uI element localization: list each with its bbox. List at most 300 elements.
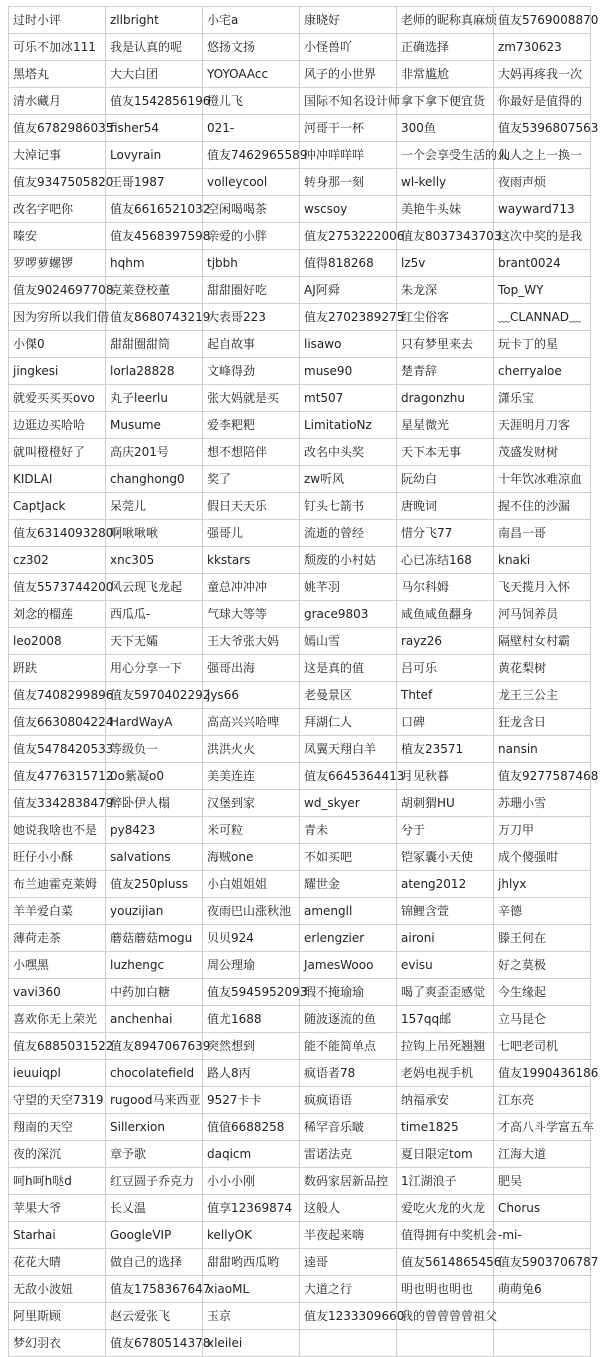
table-row — [9, 223, 591, 250]
table-cell: 值友8947067639 — [106, 1033, 203, 1060]
table-cell: 值友8037343703 — [397, 223, 494, 250]
table-cell: 拿下拿下便宜货 — [397, 88, 494, 115]
table-row — [9, 898, 591, 925]
table-cell: 布兰迪霍克莱姆 — [9, 871, 106, 898]
table-row — [9, 547, 591, 574]
table-cell: 心已冻结168 — [397, 547, 494, 574]
table-cell: 夏日限定tom — [397, 1141, 494, 1168]
table-cell: 月见秋暮 — [397, 763, 494, 790]
table-cell: 值友6645364413 — [300, 763, 397, 790]
table-cell: 9527卡卡 — [203, 1087, 300, 1114]
table-cell: 楚青辞 — [397, 358, 494, 385]
table-cell: 气球大等等 — [203, 601, 300, 628]
table-cell: 小怪兽吖 — [300, 34, 397, 61]
table-cell: 红豆圆子乔克力 — [106, 1168, 203, 1195]
table-cell: 300鱼 — [397, 115, 494, 142]
table-cell: aironi — [397, 925, 494, 952]
table-cell: 罗啰萝螺锣 — [9, 250, 106, 277]
table-cell: 值友4568397598 — [106, 223, 203, 250]
table-cell: 阿里斯顾 — [9, 1303, 106, 1330]
table-row — [9, 844, 591, 871]
table-cell: 做自己的选择 — [106, 1249, 203, 1276]
table-cell: muse90 — [300, 358, 397, 385]
table-cell: xiaoML — [203, 1276, 300, 1303]
table-cell: 值友6780514378 — [106, 1330, 203, 1357]
table-cell: 立马昆仑 — [494, 1006, 591, 1033]
table-cell: 这是真的值 — [300, 655, 397, 682]
table-cell: 中药加白糖 — [106, 979, 203, 1006]
table-cell: 这次中奖的是我 — [494, 223, 591, 250]
table-cell: Chorus — [494, 1195, 591, 1222]
table-row — [9, 1087, 591, 1114]
table-cell: 风云现飞龙起 — [106, 574, 203, 601]
name-list-sheet — [8, 6, 599, 1350]
table-cell: lz5v — [397, 250, 494, 277]
table-cell: hqhm — [106, 250, 203, 277]
table-cell: 值友1990436186 — [494, 1060, 591, 1087]
table-cell: 梦幻羽衣 — [9, 1330, 106, 1357]
table-cell: cz302 — [9, 547, 106, 574]
table-cell: 明也明也明也 — [397, 1276, 494, 1303]
table-cell: 值友5903706787 — [494, 1249, 591, 1276]
table-cell: 张大妈就是买 — [203, 385, 300, 412]
table-cell: nansin — [494, 736, 591, 763]
table-cell: 玩卡丁的星 — [494, 331, 591, 358]
table-cell: 吕可乐 — [397, 655, 494, 682]
table-cell: 苏珊小雪 — [494, 790, 591, 817]
table-cell — [494, 1330, 591, 1357]
table-cell: knaki — [494, 547, 591, 574]
table-cell: zw听风 — [300, 466, 397, 493]
table-cell: 小傑0 — [9, 331, 106, 358]
table-row — [9, 520, 591, 547]
table-cell: volleycool — [203, 169, 300, 196]
table-cell: 肥吴 — [494, 1168, 591, 1195]
table-cell: AJ阿舜 — [300, 277, 397, 304]
table-cell: lorla28828 — [106, 358, 203, 385]
table-cell: 值友7408299896 — [9, 682, 106, 709]
name-table — [8, 6, 599, 1357]
table-cell: 值友4776315712 — [9, 763, 106, 790]
table-cell: 南昌一哥 — [494, 520, 591, 547]
table-cell: 文峰得劲 — [203, 358, 300, 385]
table-cell: 长乂温 — [106, 1195, 203, 1222]
table-row — [9, 655, 591, 682]
table-cell: 小白姐姐姐 — [203, 871, 300, 898]
table-cell: 无敌小波妞 — [9, 1276, 106, 1303]
table-cell: 甜甜圈甜筒 — [106, 331, 203, 358]
table-cell: 值友1758367647 — [106, 1276, 203, 1303]
table-cell: 大大白团 — [106, 61, 203, 88]
table-cell: erlengzier — [300, 925, 397, 952]
table-cell: 夜雨巴山涨秋池 — [203, 898, 300, 925]
table-cell: 她说我啥也不是 — [9, 817, 106, 844]
table-cell: 021- — [203, 115, 300, 142]
table-cell: 值友2702389275 — [300, 304, 397, 331]
table-cell: 边逛边买哈哈 — [9, 412, 106, 439]
table-cell: Musume — [106, 412, 203, 439]
table-cell: 喝了爽歪歪感觉 — [397, 979, 494, 1006]
table-row — [9, 439, 591, 466]
table-cell: 马尔科姆 — [397, 574, 494, 601]
table-cell: 万刀甲 — [494, 817, 591, 844]
table-cell: 值得818268 — [300, 250, 397, 277]
table-row — [9, 277, 591, 304]
table-cell: 龙王三公主 — [494, 682, 591, 709]
table-cell: 周公理瑜 — [203, 952, 300, 979]
table-cell: daqicm — [203, 1141, 300, 1168]
table-cell: vavi360 — [9, 979, 106, 1006]
table-row — [9, 1330, 591, 1357]
table-row — [9, 1222, 591, 1249]
table-cell: 强哥出海 — [203, 655, 300, 682]
table-cell: 等级负一 — [106, 736, 203, 763]
table-cell: 青未 — [300, 817, 397, 844]
table-cell: 空闲喝喝茶 — [203, 196, 300, 223]
table-cell: 唐晚词 — [397, 493, 494, 520]
table-cell: 0o紫凝o0 — [106, 763, 203, 790]
table-cell: mt507 — [300, 385, 397, 412]
table-row — [9, 601, 591, 628]
table-cell: 瑕不掩瑜瑜 — [300, 979, 397, 1006]
table-cell: 值友3342838479 — [9, 790, 106, 817]
table-row — [9, 1195, 591, 1222]
table-cell: 这般人 — [300, 1195, 397, 1222]
table-cell: 呵h呵h哒d — [9, 1168, 106, 1195]
table-body — [9, 7, 599, 1357]
table-cell: wscsoy — [300, 196, 397, 223]
table-cell: 狂龙含日 — [494, 709, 591, 736]
table-cell: rayz26 — [397, 628, 494, 655]
table-cell: 阮幼白 — [397, 466, 494, 493]
table-cell — [300, 1330, 397, 1357]
table-cell: 玉京 — [203, 1303, 300, 1330]
table-cell: CaptJack — [9, 493, 106, 520]
table-cell: 童总冲冲冲 — [203, 574, 300, 601]
table-row — [9, 763, 591, 790]
table-row — [9, 385, 591, 412]
table-cell: 啊啾啾啾 — [106, 520, 203, 547]
table-cell: 起自故事 — [203, 331, 300, 358]
table-cell: 清水藏月 — [9, 88, 106, 115]
table-cell: 七吧老司机 — [494, 1033, 591, 1060]
table-row — [9, 412, 591, 439]
table-cell: 老师的昵称真麻烦 — [397, 7, 494, 34]
table-cell: 因为穷所以我们借 — [9, 304, 106, 331]
table-cell: 值友5970402292 — [106, 682, 203, 709]
table-cell: 红尘俗客 — [397, 304, 494, 331]
table-cell: Starhai — [9, 1222, 106, 1249]
table-row — [9, 682, 591, 709]
table-row — [9, 61, 591, 88]
table-cell: 值友9277587468 — [494, 763, 591, 790]
table-cell: 洪洪火火 — [203, 736, 300, 763]
table-cell: jingkesi — [9, 358, 106, 385]
table-row — [9, 466, 591, 493]
table-cell: 过时小评 — [9, 7, 106, 34]
table-cell: 值友5478420533 — [9, 736, 106, 763]
table-cell: grace9803 — [300, 601, 397, 628]
table-cell: 冲冲咩咩咩 — [300, 142, 397, 169]
table-cell: 康晓好 — [300, 7, 397, 34]
table-cell: 隔壁村女村霸 — [494, 628, 591, 655]
table-cell: jys66 — [203, 682, 300, 709]
table-cell: 飞天揽月入怀 — [494, 574, 591, 601]
table-row — [9, 493, 591, 520]
table-row — [9, 1303, 591, 1330]
table-cell — [397, 1330, 494, 1357]
table-cell: 耀世金 — [300, 871, 397, 898]
table-cell: 小小小刚 — [203, 1168, 300, 1195]
table-row — [9, 1114, 591, 1141]
table-cell: 值友5396807563 — [494, 115, 591, 142]
table-cell: 157qq邮 — [397, 1006, 494, 1033]
table-cell: anchenhai — [106, 1006, 203, 1033]
table-cell: 突然想到 — [203, 1033, 300, 1060]
table-cell: 蘑菇蘑菇mogu — [106, 925, 203, 952]
table-row — [9, 1141, 591, 1168]
table-cell: 值友6782986035 — [9, 115, 106, 142]
table-cell: 值友2753222006 — [300, 223, 397, 250]
table-cell: chocolatefield — [106, 1060, 203, 1087]
table-row — [9, 196, 591, 223]
table-cell: 夜的深沉 — [9, 1141, 106, 1168]
table-cell: KIDLAI — [9, 466, 106, 493]
table-row — [9, 871, 591, 898]
table-cell: Sillerxion — [106, 1114, 203, 1141]
table-cell: 才高八斗学富五车 — [494, 1114, 591, 1141]
table-cell: GoogleVIP — [106, 1222, 203, 1249]
table-row — [9, 574, 591, 601]
table-cell: LimitatioNz — [300, 412, 397, 439]
table-row — [9, 115, 591, 142]
table-cell: 嗪安 — [9, 223, 106, 250]
table-cell: Thtef — [397, 682, 494, 709]
table-cell: 不如买吧 — [300, 844, 397, 871]
table-cell: 美艳牛头妹 — [397, 196, 494, 223]
table-row — [9, 925, 591, 952]
table-cell: 随波逐流的鱼 — [300, 1006, 397, 1033]
table-row — [9, 250, 591, 277]
table-cell: 雷诺法克 — [300, 1141, 397, 1168]
table-cell: dragonzhu — [397, 385, 494, 412]
table-cell: 贝贝924 — [203, 925, 300, 952]
table-cell: brant0024 — [494, 250, 591, 277]
table-cell: 1江湖浪子 — [397, 1168, 494, 1195]
table-cell: 值尤1688 — [203, 1006, 300, 1033]
table-cell: 海贼one — [203, 844, 300, 871]
table-cell: 可乐不加冰111 — [9, 34, 106, 61]
table-cell: -mi- — [494, 1222, 591, 1249]
table-cell: 值友6630804224 — [9, 709, 106, 736]
table-cell: 用心分享一下 — [106, 655, 203, 682]
table-cell: 改名字吧你 — [9, 196, 106, 223]
table-cell: 值享12369874 — [203, 1195, 300, 1222]
table-cell: 值友250pluss — [106, 871, 203, 898]
table-cell: 黄花梨树 — [494, 655, 591, 682]
table-row — [9, 34, 591, 61]
table-cell: 星星微光 — [397, 412, 494, 439]
table-cell: 值友6314093280 — [9, 520, 106, 547]
table-cell: 大道之行 — [300, 1276, 397, 1303]
table-cell: 章予歌 — [106, 1141, 203, 1168]
table-cell: 王哥1987 — [106, 169, 203, 196]
table-cell: 高高兴兴哈啤 — [203, 709, 300, 736]
table-row — [9, 709, 591, 736]
table-cell: 就爱买买买ovo — [9, 385, 106, 412]
table-cell: 小嘿黑 — [9, 952, 106, 979]
table-cell — [494, 1303, 591, 1330]
table-row — [9, 358, 591, 385]
table-row — [9, 1249, 591, 1276]
table-cell: 值值6688258 — [203, 1114, 300, 1141]
table-cell: 胡刺猬HU — [397, 790, 494, 817]
table-cell: 口碑 — [397, 709, 494, 736]
table-cell: 夜雨声烦 — [494, 169, 591, 196]
table-cell: 只有梦里来去 — [397, 331, 494, 358]
table-cell: 克莱登校董 — [106, 277, 203, 304]
table-cell: 今生缘起 — [494, 979, 591, 1006]
table-cell: salvations — [106, 844, 203, 871]
table-cell: fisher54 — [106, 115, 203, 142]
table-cell: 值友5614865456 — [397, 1249, 494, 1276]
table-cell: 丸子leerlu — [106, 385, 203, 412]
table-cell: 锦鲤含萱 — [397, 898, 494, 925]
table-cell: 转身那一刻 — [300, 169, 397, 196]
table-cell: 滕王何在 — [494, 925, 591, 952]
table-cell: 茂盛发财树 — [494, 439, 591, 466]
table-cell: 刘念的榴莲 — [9, 601, 106, 628]
table-cell: 米可粒 — [203, 817, 300, 844]
table-cell: wd_skyer — [300, 790, 397, 817]
table-cell: 值友9347505820 — [9, 169, 106, 196]
table-cell: 值得拥有中奖机会 — [397, 1222, 494, 1249]
table-row — [9, 88, 591, 115]
table-cell: 王大爷张大妈 — [203, 628, 300, 655]
table-cell: 值友7462965589 — [203, 142, 300, 169]
table-cell: 改名中头奖 — [300, 439, 397, 466]
table-cell: 黑塔丸 — [9, 61, 106, 88]
table-cell: 值友5945952093 — [203, 979, 300, 1006]
table-cell: ieuuiqpl — [9, 1060, 106, 1087]
table-cell: 赵云爱张飞 — [106, 1303, 203, 1330]
table-cell: 大妈再疼我一次 — [494, 61, 591, 88]
table-cell: youzijian — [106, 898, 203, 925]
table-cell: xleilei — [203, 1330, 300, 1357]
table-cell: 稀罕音乐啵 — [300, 1114, 397, 1141]
table-cell: 天涯明月刀客 — [494, 412, 591, 439]
table-cell: 你最好是值得的 — [494, 88, 591, 115]
table-row — [9, 736, 591, 763]
table-cell: 西瓜瓜- — [106, 601, 203, 628]
table-cell: 羊羊爱白菜 — [9, 898, 106, 925]
table-cell: 值友5573744200 — [9, 574, 106, 601]
table-row — [9, 7, 591, 34]
table-cell: 美美连连 — [203, 763, 300, 790]
table-cell: 路人8丙 — [203, 1060, 300, 1087]
table-cell: 国际不知名设计师 — [300, 88, 397, 115]
table-cell: 正确选择 — [397, 34, 494, 61]
table-cell: 拜湖仁人 — [300, 709, 397, 736]
table-cell: 薄荷走茶 — [9, 925, 106, 952]
table-cell: cherryaloe — [494, 358, 591, 385]
table-cell: 天下无孀 — [106, 628, 203, 655]
table-cell: 能不能简单点 — [300, 1033, 397, 1060]
table-row — [9, 1276, 591, 1303]
table-row — [9, 790, 591, 817]
table-cell: 值友9024697708 — [9, 277, 106, 304]
table-cell: YOYOAAcc — [203, 61, 300, 88]
table-cell: 嫣山雪 — [300, 628, 397, 655]
table-cell: 半夜起来嗨 — [300, 1222, 397, 1249]
table-cell: 亲爱的小胖 — [203, 223, 300, 250]
table-row — [9, 304, 591, 331]
table-cell: wayward713 — [494, 196, 591, 223]
table-cell: xnc305 — [106, 547, 203, 574]
table-cell: HardWayA — [106, 709, 203, 736]
table-cell: 甜甜哟西瓜哟 — [203, 1249, 300, 1276]
table-cell: 咸鱼咸鱼翻身 — [397, 601, 494, 628]
table-cell: 大淖记事 — [9, 142, 106, 169]
table-cell: 高庆201号 — [106, 439, 203, 466]
table-cell: 钉头七箭书 — [300, 493, 397, 520]
table-cell: 疯语者78 — [300, 1060, 397, 1087]
table-cell: 一个会享受生活的人 — [397, 142, 494, 169]
table-cell: 萌萌兔6 — [494, 1276, 591, 1303]
table-cell: 潇乐宝 — [494, 385, 591, 412]
table-cell: 非常尴尬 — [397, 61, 494, 88]
table-cell: evisu — [397, 952, 494, 979]
table-cell: 风子的小世界 — [300, 61, 397, 88]
table-cell: 守望的天空7319 — [9, 1087, 106, 1114]
table-row — [9, 1006, 591, 1033]
table-cell: 小宅a — [203, 7, 300, 34]
table-cell: 十年饮冰难凉血 — [494, 466, 591, 493]
table-cell: 流逝的曾经 — [300, 520, 397, 547]
table-cell: 老妈电视手机 — [397, 1060, 494, 1087]
table-cell: 成个傻强咁 — [494, 844, 591, 871]
table-row — [9, 952, 591, 979]
table-cell: 颓废的小村姑 — [300, 547, 397, 574]
table-cell: 逵哥 — [300, 1249, 397, 1276]
table-cell: kkstars — [203, 547, 300, 574]
table-row — [9, 169, 591, 196]
table-cell: 河哥干一杯 — [300, 115, 397, 142]
table-cell: 江海大道 — [494, 1141, 591, 1168]
table-cell: 汉堡到家 — [203, 790, 300, 817]
table-cell: leo2008 — [9, 628, 106, 655]
table-cell: lisawo — [300, 331, 397, 358]
table-cell: 奖了 — [203, 466, 300, 493]
table-cell: 大表哥223 — [203, 304, 300, 331]
table-cell: 好之莫极 — [494, 952, 591, 979]
table-cell: tjbbh — [203, 250, 300, 277]
table-row — [9, 979, 591, 1006]
table-cell: 惜分飞77 — [397, 520, 494, 547]
table-cell: 爱吃火龙的火龙 — [397, 1195, 494, 1222]
table-cell: 值友8680743219 — [106, 304, 203, 331]
table-cell: 苹果大爷 — [9, 1195, 106, 1222]
table-row — [9, 142, 591, 169]
table-cell: 铠冢囊小天使 — [397, 844, 494, 871]
table-cell: 辛德 — [494, 898, 591, 925]
table-cell: 花花大晴 — [9, 1249, 106, 1276]
table-cell: 我的曾曾曾曾祖父 — [397, 1303, 494, 1330]
table-cell: 河马饲养员 — [494, 601, 591, 628]
table-cell: rugood马来西亚 — [106, 1087, 203, 1114]
table-row — [9, 1033, 591, 1060]
table-cell: 假日天天乐 — [203, 493, 300, 520]
